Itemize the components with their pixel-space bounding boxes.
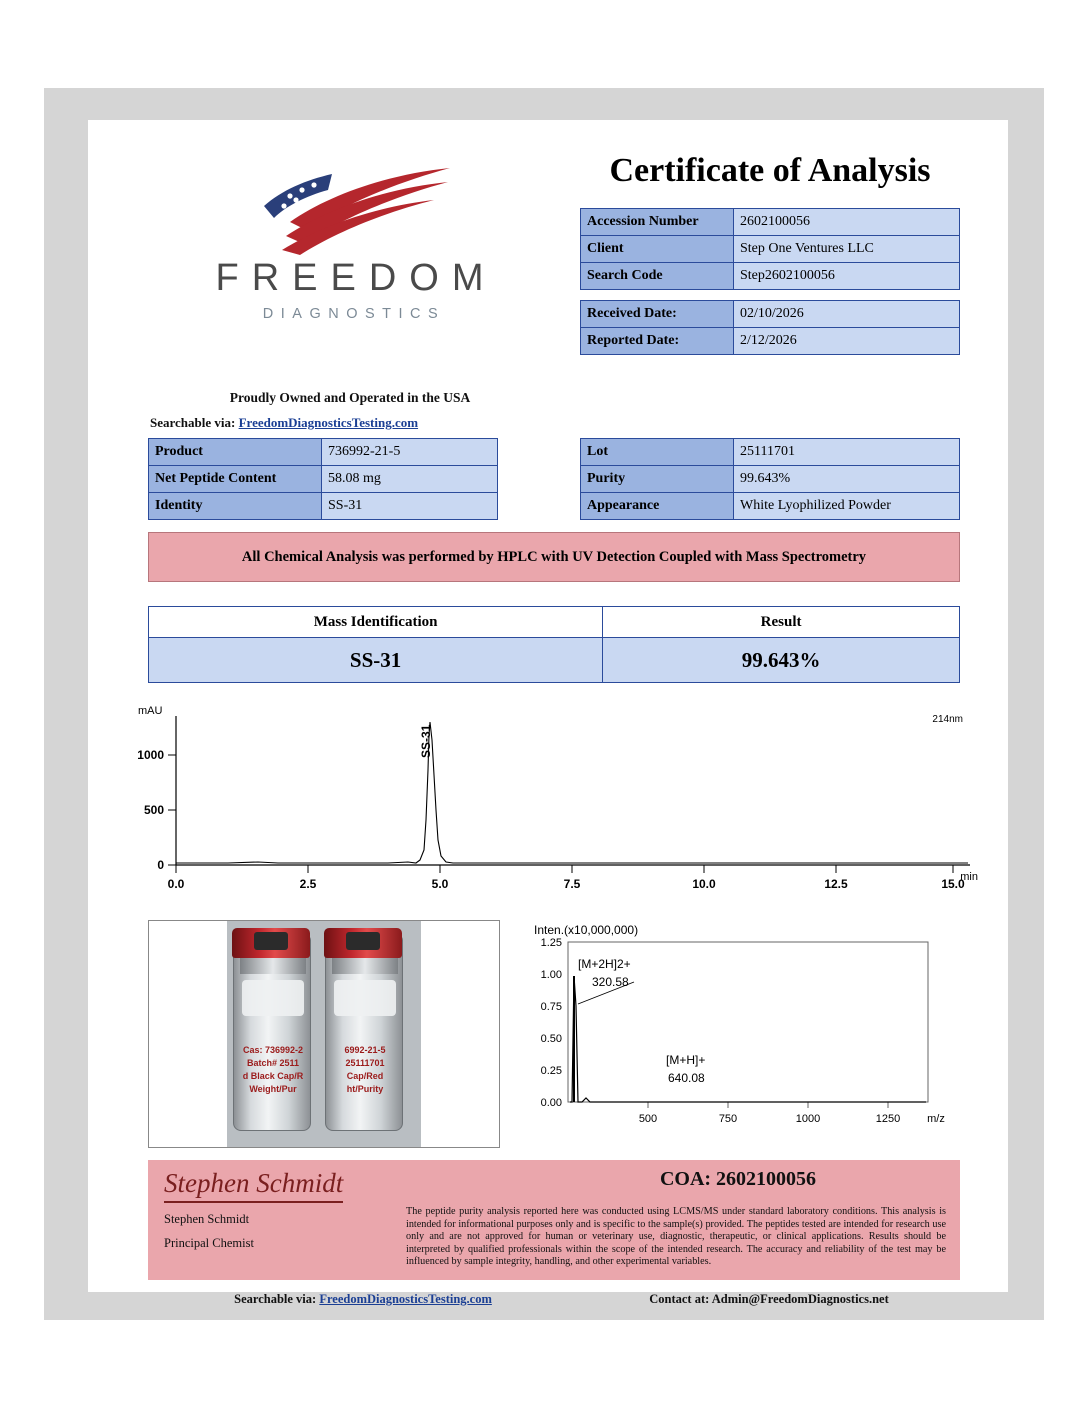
hplc-chromatogram xyxy=(108,700,988,900)
search-code-value: Step2602100056 xyxy=(734,263,960,290)
accession-number-label: Accession Number xyxy=(581,209,734,236)
received-date-label: Received Date: xyxy=(581,301,734,328)
searchable-via-header xyxy=(150,415,418,431)
table-row xyxy=(581,328,960,355)
product-value: 736992-21-5 xyxy=(322,439,498,466)
table-row xyxy=(149,493,498,520)
chrom-ylabel: mAU xyxy=(138,705,163,717)
footer-band xyxy=(148,1160,960,1280)
table-row xyxy=(581,236,960,263)
svg-text:5.0: 5.0 xyxy=(431,877,449,891)
lot-table xyxy=(580,438,960,520)
client-label: Client xyxy=(581,236,734,263)
client-value: Step One Ventures LLC xyxy=(734,236,960,263)
table-row xyxy=(581,466,960,493)
disclaimer-text: The peptide purity analysis reported here was conducted using LCMS/MS under standard laboratory conditions. This analysis is intended for informational purposes only and is specific to the sample(s) provided. The peptides tested are intended for research use only and are not approved for human or veterinary use, diagnostic, therapeutic, or clinical applications. Results should be interpreted by qualified professionals within the scope of the intended research. The accuracy and reliability of the test may be influenced by sample integrity, handling, and other experimental variables. xyxy=(406,1206,946,1268)
coa-number: COA: 2602100056 xyxy=(659,1168,817,1190)
accession-table xyxy=(580,208,960,290)
searchable-link-header[interactable]: FreedomDiagnosticsTesting.com xyxy=(238,415,419,430)
result-header: Result xyxy=(603,607,960,638)
product-label: Product xyxy=(149,439,322,466)
svg-text:1000: 1000 xyxy=(795,1113,821,1125)
ms-annotation-2-value: 640.08 xyxy=(668,1071,705,1085)
vial-cap-left xyxy=(232,928,310,958)
table-row xyxy=(581,209,960,236)
vial-left-text: Cas: 736992-2 Batch# 2511 d Black Cap/R Weight/Pur xyxy=(242,1045,304,1094)
mass-spectrum-chart xyxy=(516,916,960,1148)
net-peptide-content-label: Net Peptide Content xyxy=(149,466,322,493)
table-row xyxy=(149,638,960,683)
accession-number-value: 2602100056 xyxy=(734,209,960,236)
vial-right xyxy=(325,935,403,1131)
svg-text:0.25: 0.25 xyxy=(540,1065,562,1077)
table-row xyxy=(581,439,960,466)
svg-text:0.0: 0.0 xyxy=(167,877,185,891)
coa-document xyxy=(88,120,1008,1306)
vial-left xyxy=(233,935,311,1131)
ms-annotation-1-value: 320.58 xyxy=(592,975,629,989)
dates-table xyxy=(580,300,960,355)
product-table xyxy=(148,438,498,520)
svg-text:500: 500 xyxy=(638,1113,658,1125)
vial-cap-right xyxy=(324,928,402,958)
lot-label: Lot xyxy=(581,439,734,466)
svg-text:0.50: 0.50 xyxy=(540,1033,562,1045)
purity-value: 99.643% xyxy=(734,466,960,493)
svg-text:7.5: 7.5 xyxy=(563,877,581,891)
purity-label: Purity xyxy=(581,466,734,493)
chrom-ytick-1000: 1000 xyxy=(137,748,164,762)
identity-value: SS-31 xyxy=(322,493,498,520)
footer-searchable xyxy=(148,1292,578,1307)
result-value: 99.643% xyxy=(603,638,960,683)
table-row xyxy=(581,301,960,328)
reported-date-label: Reported Date: xyxy=(581,328,734,355)
table-header-row xyxy=(149,607,960,638)
svg-text:2.5: 2.5 xyxy=(299,877,317,891)
footer-links xyxy=(148,1292,960,1307)
svg-text:750: 750 xyxy=(718,1113,738,1125)
footer-searchable-link[interactable]: FreedomDiagnosticsTesting.com xyxy=(319,1292,492,1306)
vial-photo-image xyxy=(227,921,421,1147)
svg-text:0.00: 0.00 xyxy=(540,1097,562,1109)
search-code-label: Search Code xyxy=(581,263,734,290)
vial-photo xyxy=(148,920,500,1148)
mass-identification-table xyxy=(148,606,960,683)
svg-text:0.75: 0.75 xyxy=(540,1001,562,1013)
net-peptide-content-value: 58.08 mg xyxy=(322,466,498,493)
identity-label: Identity xyxy=(149,493,322,520)
appearance-value: White Lyophilized Powder xyxy=(734,493,960,520)
usa-tagline: Proudly Owned and Operated in the USA xyxy=(229,390,471,405)
mass-identification-value: SS-31 xyxy=(149,638,603,683)
company-logo xyxy=(150,160,550,322)
signer-title: Principal Chemist xyxy=(164,1236,254,1250)
analysis-method-banner: All Chemical Analysis was performed by HPLC with UV Detection Coupled with Mass Spectrometry xyxy=(148,532,960,582)
mass-identification-header: Mass Identification xyxy=(149,607,603,638)
table-row xyxy=(149,439,498,466)
page-title: Certificate of Analysis xyxy=(609,152,931,189)
reported-date-value: 2/12/2026 xyxy=(734,328,960,355)
signature: Stephen Schmidt xyxy=(164,1168,343,1203)
svg-text:1.25: 1.25 xyxy=(540,937,562,949)
flag-swoosh-icon xyxy=(220,160,480,255)
svg-text:15.0: 15.0 xyxy=(941,877,965,891)
brand-subtitle: DIAGNOSTICS xyxy=(262,306,446,322)
chrom-ytick-500: 500 xyxy=(143,803,164,817)
chrom-ytick-0: 0 xyxy=(157,858,164,872)
lot-value: 25111701 xyxy=(734,439,960,466)
table-row xyxy=(149,466,498,493)
table-row xyxy=(581,263,960,290)
svg-text:1.00: 1.00 xyxy=(540,969,562,981)
chrom-xlabel: min xyxy=(960,871,978,883)
ms-annotation-2-label: [M+H]+ xyxy=(666,1053,706,1067)
footer-contact: Contact at: Admin@FreedomDiagnostics.net xyxy=(649,1292,889,1306)
received-date-value: 02/10/2026 xyxy=(734,301,960,328)
ms-title: Inten.(x10,000,000) xyxy=(534,923,639,937)
footer-searchable-label: Searchable via: xyxy=(234,1292,317,1306)
ms-xlabel: m/z xyxy=(927,1113,945,1125)
chrom-peak-label: SS-31 xyxy=(419,724,433,758)
ms-annotation-1-label: [M+2H]2+ xyxy=(578,957,631,971)
chrom-detector-label: 214nm xyxy=(932,714,963,725)
svg-text:12.5: 12.5 xyxy=(824,877,848,891)
appearance-label: Appearance xyxy=(581,493,734,520)
svg-text:10.0: 10.0 xyxy=(692,877,716,891)
svg-text:1250: 1250 xyxy=(875,1113,901,1125)
signer-name: Stephen Schmidt xyxy=(164,1212,250,1226)
table-row xyxy=(581,493,960,520)
brand-name: FREEDOM xyxy=(215,257,497,299)
vial-right-text: 6992-21-5 25111701 Cap/Red ht/Purity xyxy=(344,1045,386,1094)
searchable-label-header: Searchable via: xyxy=(150,415,236,430)
